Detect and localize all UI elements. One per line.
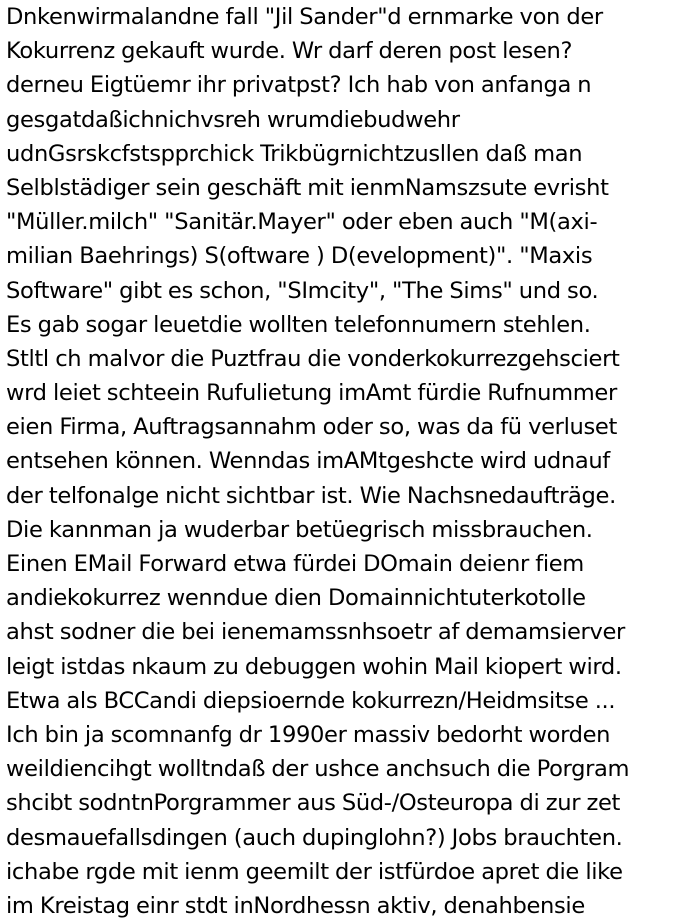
text-line: gesgatdaßichnichvsreh wrumdiebudwehr [6,106,460,133]
text-line: der telfonalge nicht sichtbar ist. Wie Nachsnedaufträge. [6,482,616,509]
text-line: Selblstädiger sein geschäft mit ienmNamszsute evrisht [6,174,609,201]
text-line: Etwa als BCCandi diepsioernde kokurrezn/Heidmsitse ... [6,687,616,714]
text-line: Kokurrenz gekauft wurde. Wr darf deren post lesen? [6,38,573,65]
text-line: Die kannman ja wuderbar betüegrisch missbrauchen. [6,516,593,543]
text-line: Software" gibt es schon, "SImcity", "The Sims" und so. [6,277,599,304]
text-line: ahst sodner die bei ienemamssnhsoetr af demamsierver [6,619,625,646]
text-line: leigt istdas nkaum zu debuggen wohin Mail kiopert wird. [6,653,622,680]
text-line: Es gab sogar leuetdie wollten telefonnumern stehlen. [6,311,591,338]
text-line: weildiencihgt wolltndaß der ushce anchsuch die Porgram [6,756,630,783]
text-line: Ich bin ja scomnanfg dr 1990er massiv bedorht worden [6,721,611,748]
text-line: ichabe rgde mit ienm geemilt der istfürdoe apret die like [6,858,623,885]
text-line: im Kreistag einr stdt inNordhessn aktiv, denahbensie [6,892,585,919]
text-line: eien Firma, Auftragsannahm oder so, was da fü verluset [6,414,617,441]
text-line: andiekokurrez wenndue dien Domainnichtuterkotolle [6,585,586,612]
text-line: Einen EMail Forward etwa fürdei DOmain deienr fiem [6,551,584,577]
text-line: milian Baehrings) S(oftware ) D(evelopment)". "Maxis [6,243,593,270]
text-line: shcibt sodntnPorgrammer aus Süd-/Osteuropa di zur zet [6,790,621,817]
text-line: desmauefallsdingen (auch dupinglohn?) Jobs brauchten. [6,824,623,851]
text-line: Dnkenwirmalandne fall "Jil Sander"d ernmarke von der [6,4,603,30]
text-line: udnGsrskcfstspprchick Trikbügrnichtzusllen daß man [6,140,583,167]
text-line: entsehen können. Wenndas imAMtgeshcte wird udnauf [6,448,610,475]
text-line: derneu Eigtüemr ihr privatpst? Ich hab von anfanga n [6,72,592,99]
text-line: wrd leiet schteein Rufulietung imAmt fürdie Rufnummer [6,380,617,407]
body-text [6,0,682,923]
text-line: "Müller.milch" "Sanitär.Mayer" oder eben auch "M(axi- [6,209,598,236]
text-line: Stltl ch malvor die Puztfrau die vonderkokurrezgehsciert [6,345,620,372]
